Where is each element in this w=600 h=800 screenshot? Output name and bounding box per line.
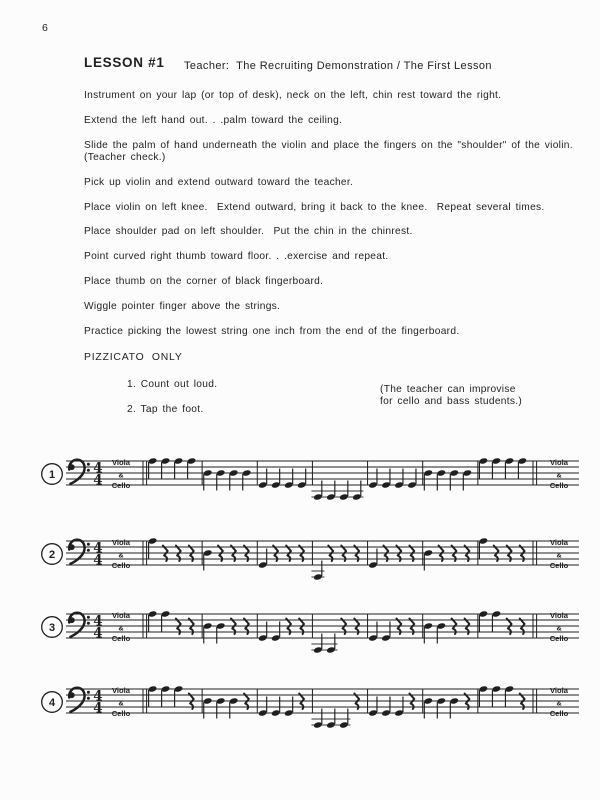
quarter-note [505,685,515,706]
quarter-note [423,549,433,570]
staff-number: 1 [48,469,56,481]
instruction-paragraph [84,202,596,214]
label-viola: Viola [549,610,569,620]
instrument-label [112,458,131,490]
staff-4 [42,685,579,729]
instruction-paragraph [84,251,596,263]
quarter-note [324,481,337,501]
quarter-note [337,709,350,729]
instruction-paragraph [84,326,596,338]
instruction-line: Place shoulder pad on left shoulder. Put the chin in the chinrest. [84,226,413,238]
quarter-note [449,697,459,718]
instruction-paragraph [84,140,596,165]
instruction-line: Extend the left hand out. . .palm toward the ceiling. [84,114,343,126]
side-note-line: for cello and bass students.) [380,396,523,408]
pizzicato-heading: PIZZICATO ONLY [84,352,183,363]
time-sig-denominator: 4 [93,472,103,489]
quarter-note [350,481,363,501]
label-ampersand: & [556,472,562,480]
bass-clef-icon [69,688,90,712]
side-note-line: (The teacher can improvise [380,384,516,395]
quarter-note [203,469,213,490]
staff-3 [42,610,579,654]
quarter-note [148,685,158,706]
quarter-note [203,549,213,570]
instruction-paragraph [84,276,596,288]
quarter-note [479,537,489,558]
quarter-note [311,481,324,501]
instruction-line: Slide the palm of hand underneath the violin and place the fingers on the "shoulder" of the violin. [84,139,573,151]
instruction-line: Practice picking the lowest string one inch from the end of the fingerboard. [84,325,460,337]
quarter-note [479,457,489,478]
quarter-note [337,481,350,501]
label-ampersand: & [118,552,124,560]
label-viola: Viola [111,685,131,695]
bass-clef-icon [69,613,90,637]
instrument-label [550,538,569,570]
quarter-note [174,685,184,706]
instrument-label [112,611,131,643]
quarter-note [216,697,226,718]
staff-2 [42,537,579,581]
quarter-note [492,610,502,631]
time-signature [93,541,102,569]
time-sig-denominator: 4 [93,552,103,569]
label-ampersand: & [118,700,124,708]
quarter-note [324,634,337,654]
label-cello: Cello [549,709,569,719]
bass-clef-icon [69,460,90,484]
quarter-note [148,537,158,558]
quarter-note [161,685,171,706]
quarter-note [423,469,433,490]
quarter-note [462,469,472,490]
quarter-note [203,622,213,643]
bass-clef-icon [69,540,90,564]
quarter-note [436,469,446,490]
label-ampersand: & [556,552,562,560]
quarter-note [423,622,433,643]
quarter-note [324,709,337,729]
label-cello: Cello [111,634,131,644]
quarter-note [505,457,515,478]
label-viola: Viola [111,537,131,547]
quarter-note [203,697,213,718]
quarter-note [174,457,184,478]
instruction-line: Point curved right thumb toward floor. . .exercise and repeat. [84,251,389,263]
quarter-note [479,610,489,631]
label-ampersand: & [556,625,562,633]
label-cello: Cello [549,634,569,644]
time-signature [93,689,102,717]
instrument-label [550,458,569,490]
instruction-paragraph [84,115,596,127]
instruction-line: Wiggle pointer finger above the strings. [84,300,281,312]
instrument-label [550,686,569,718]
quarter-note [187,457,197,478]
staff-number: 3 [48,622,56,634]
quarter-note [479,685,489,706]
music-svg [0,435,600,765]
quarter-note [436,697,446,718]
instructions [84,90,596,350]
instruction-paragraph [84,90,596,102]
time-sig-numerator: 4 [93,540,103,557]
quarter-note [148,457,158,478]
staff-1 [42,457,579,501]
quarter-note [423,697,433,718]
label-viola: Viola [549,537,569,547]
lesson-title: LESSON #1 [84,55,165,70]
quarter-note [449,469,459,490]
staff-number: 4 [48,697,56,709]
quarter-note [311,709,324,729]
label-cello: Cello [549,561,569,571]
teacher-side-note [380,384,522,409]
instrument-label [550,611,569,643]
label-ampersand: & [118,625,124,633]
instrument-label [112,686,131,718]
instruction-paragraph [84,301,596,313]
quarter-note [216,469,226,490]
label-cello: Cello [549,481,569,491]
time-sig-numerator: 4 [93,460,103,477]
quarter-note [492,685,502,706]
quarter-note [216,622,226,643]
label-viola: Viola [549,457,569,467]
time-signature [93,461,102,489]
instruction-line: Place violin on left knee. Extend outward, bring it back to the knee. Repeat several times. [84,201,545,213]
quarter-note [311,634,324,654]
time-sig-numerator: 4 [93,613,103,630]
label-viola: Viola [111,457,131,467]
time-sig-denominator: 4 [93,625,103,642]
staff-number: 2 [48,549,56,561]
label-cello: Cello [111,481,131,491]
label-ampersand: & [118,472,124,480]
label-cello: Cello [111,709,131,719]
time-sig-numerator: 4 [93,688,103,705]
quarter-note [161,457,171,478]
instruction-paragraph [84,177,596,189]
quarter-note [518,457,528,478]
pizzicato-item-2: 2. Tap the foot. [127,404,204,415]
pizzicato-item-1: 1. Count out loud. [127,379,218,390]
lesson-subtitle: Teacher: The Recruiting Demonstration / The First Lesson [184,60,492,72]
instruction-line: Instrument on your lap (or top of desk), neck on the left, chin rest toward the right. [84,90,502,101]
instruction-line: Pick up violin and extend outward toward the teacher. [84,176,354,188]
time-sig-denominator: 4 [93,700,103,717]
quarter-note [311,561,324,581]
quarter-note [436,622,446,643]
quarter-note [161,610,171,631]
quarter-note [229,469,239,490]
quarter-note [242,469,252,490]
label-ampersand: & [556,700,562,708]
instruction-paragraph [84,226,596,238]
quarter-note [492,457,502,478]
label-viola: Viola [111,610,131,620]
instruction-line: (Teacher check.) [84,152,166,163]
page-number: 6 [42,22,48,34]
label-cello: Cello [111,561,131,571]
label-viola: Viola [549,685,569,695]
quarter-note [148,610,158,631]
instrument-label [112,538,131,570]
quarter-note [229,697,239,718]
instruction-line: Place thumb on the corner of black fingerboard. [84,275,324,287]
time-signature [93,614,102,642]
